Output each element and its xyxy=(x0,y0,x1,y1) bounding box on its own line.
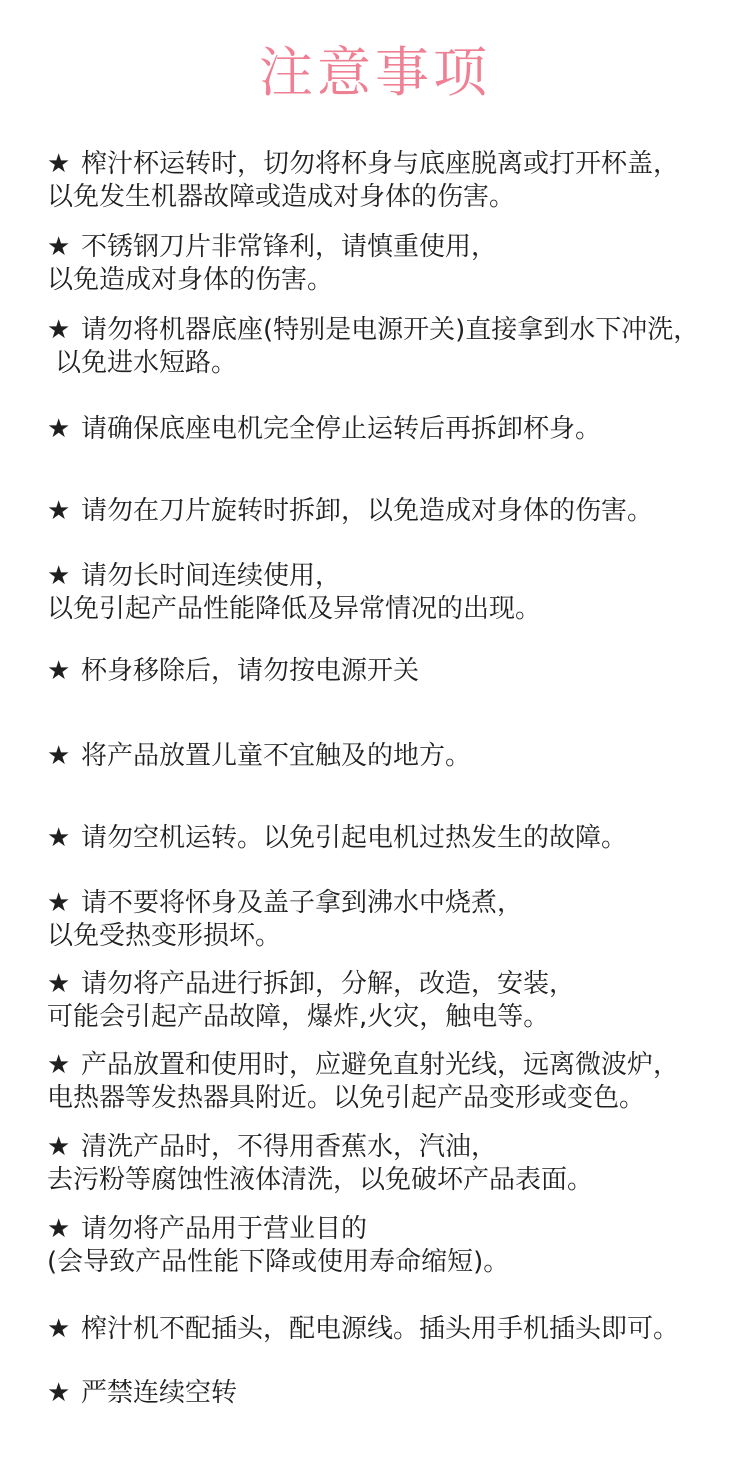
note-text: 请勿将机器底座(特别是电源开关)直接拿到水下冲洗， xyxy=(81,315,700,345)
note-item xyxy=(47,231,727,297)
note-item xyxy=(47,887,727,953)
star-icon: ★ xyxy=(47,741,71,771)
note-item xyxy=(47,822,727,855)
note-text: 杯身移除后，请勿按电源开关 xyxy=(81,656,420,686)
star-icon: ★ xyxy=(47,1378,71,1408)
note-text: 可能会引起产品故障，爆炸,火灾，触电等。 xyxy=(47,1002,550,1032)
note-item xyxy=(47,314,727,380)
note-text: 不锈钢刀片非常锋利，请慎重使用， xyxy=(81,232,498,262)
star-icon: ★ xyxy=(47,149,71,179)
star-icon: ★ xyxy=(47,888,71,918)
note-text: 请确保底座电机完全停止运转后再拆卸杯身。 xyxy=(81,414,602,444)
note-text: 将产品放置儿童不宜触及的地方。 xyxy=(81,741,472,771)
note-item xyxy=(47,413,727,446)
note-text: 严禁连续空转 xyxy=(81,1378,238,1408)
note-text: (会导致产品性能下降或使用寿命缩短)。 xyxy=(47,1247,510,1277)
star-icon: ★ xyxy=(47,1132,71,1162)
note-item xyxy=(47,1049,727,1115)
star-icon: ★ xyxy=(47,823,71,853)
star-icon: ★ xyxy=(47,561,71,591)
note-text: 清洗产品时，不得用香蕉水，汽油， xyxy=(81,1132,498,1162)
note-text: 产品放置和使用时，应避免直射光线，远离微波炉， xyxy=(81,1050,680,1080)
note-text: 去污粉等腐蚀性液体清洗，以免破坏产品表面。 xyxy=(47,1165,594,1195)
note-text: 以免发生机器故障或造成对身体的伤害。 xyxy=(47,182,516,212)
note-text: 榨汁杯运转时，切勿将杯身与底座脱离或打开杯盖， xyxy=(81,149,680,179)
note-text: 以免进水短路。 xyxy=(55,348,238,378)
star-icon: ★ xyxy=(47,1050,71,1080)
note-text: 以免引起产品性能降低及异常情况的出现。 xyxy=(47,594,542,624)
star-icon: ★ xyxy=(47,969,71,999)
note-text: 请勿空机运转。以免引起电机过热发生的故障。 xyxy=(81,823,628,853)
page-title: 注意事项 xyxy=(259,41,491,104)
note-text: 请不要将怀身及盖子拿到沸水中烧煮， xyxy=(81,888,524,918)
note-text: 以免受热变形损坏。 xyxy=(47,921,282,951)
note-text: 请勿将产品进行拆卸，分解，改造，安装， xyxy=(81,969,576,999)
note-text: 以免造成对身体的伤害。 xyxy=(47,265,334,295)
note-item xyxy=(47,1313,727,1346)
star-icon: ★ xyxy=(47,1314,71,1344)
star-icon: ★ xyxy=(47,232,71,262)
note-text: 榨汁机不配插头，配电源线。插头用手机插头即可。 xyxy=(81,1314,680,1344)
note-text: 请勿在刀片旋转时拆卸，以免造成对身体的伤害。 xyxy=(81,496,654,526)
note-item xyxy=(47,1213,727,1279)
star-icon: ★ xyxy=(47,1214,71,1244)
star-icon: ★ xyxy=(47,496,71,526)
note-item xyxy=(47,148,727,214)
note-item xyxy=(47,495,727,528)
star-icon: ★ xyxy=(47,315,71,345)
note-text: 电热器等发热器具附近。以免引起产品变形或变色。 xyxy=(47,1083,646,1113)
note-text: 请勿长时间连续使用， xyxy=(81,561,342,591)
star-icon: ★ xyxy=(47,414,71,444)
note-item xyxy=(47,655,727,688)
note-item xyxy=(47,740,727,773)
note-item xyxy=(47,968,727,1034)
note-item xyxy=(47,1377,727,1410)
note-text: 请勿将产品用于营业目的 xyxy=(81,1214,368,1244)
star-icon: ★ xyxy=(47,656,71,686)
note-item xyxy=(47,1131,727,1197)
note-item xyxy=(47,560,727,626)
